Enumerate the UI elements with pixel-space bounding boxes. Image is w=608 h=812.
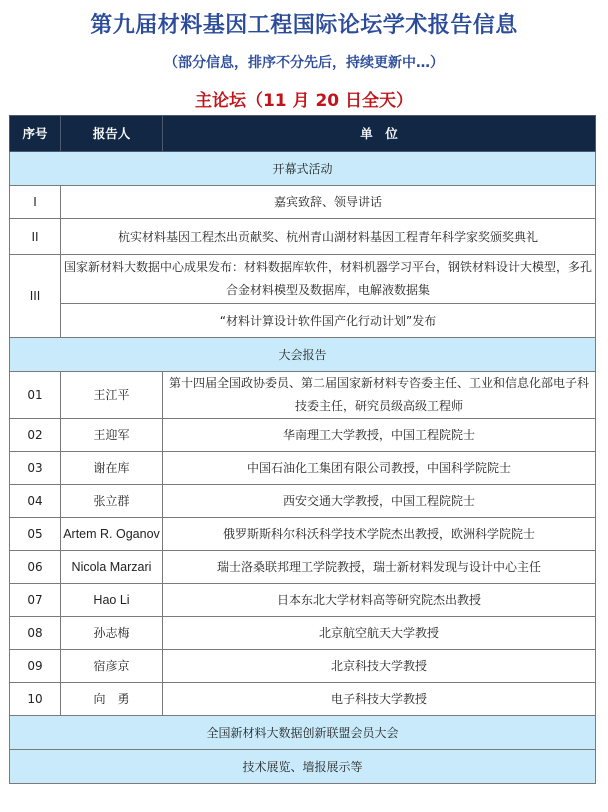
speaker-unit: 电子科技大学教授 [163, 683, 596, 716]
table-row [10, 304, 596, 338]
section-row-alliance [10, 716, 596, 750]
speaker-unit: 第十四届全国政协委员、第二届国家新材料专咨委主任、工业和信息化部电子科技委主任，研究员级高级工程师 [163, 372, 596, 419]
row-number: 10 [10, 683, 61, 716]
speaker-name: Hao Li [61, 584, 163, 617]
row-number: 07 [10, 584, 61, 617]
row-number: III [10, 255, 61, 338]
row-number: 02 [10, 419, 61, 452]
table-row [10, 419, 596, 452]
section-label: 全国新材料大数据创新联盟会员大会 [10, 716, 596, 750]
table-row [10, 518, 596, 551]
row-text: 国家新材料大数据中心成果发布：材料数据库软件，材料机器学习平台，钢铁材料设计大模型，多孔合金材料模型及数据库，电解液数据集 [61, 255, 596, 304]
row-number: 01 [10, 372, 61, 419]
speaker-name: 张立群 [61, 485, 163, 518]
table-row [10, 551, 596, 584]
section-label: 技术展览、墙报展示等 [10, 750, 596, 784]
row-number: II [10, 219, 61, 255]
section-row-opening [10, 152, 596, 186]
section-row-plenary [10, 338, 596, 372]
row-number: 09 [10, 650, 61, 683]
speaker-name: Nicola Marzari [61, 551, 163, 584]
speaker-name: 王迎军 [61, 419, 163, 452]
speaker-name: 宿彦京 [61, 650, 163, 683]
table-row [10, 485, 596, 518]
table-row [10, 219, 596, 255]
speaker-unit: 西安交通大学教授，中国工程院院士 [163, 485, 596, 518]
column-header-no: 序号 [10, 116, 61, 152]
page-subtitle: （部分信息，排序不分先后，持续更新中…） [164, 55, 444, 71]
table-row [10, 683, 596, 716]
table-header-row [10, 116, 596, 152]
table-row [10, 650, 596, 683]
speaker-unit: 俄罗斯斯科尔科沃科学技术学院杰出教授，欧洲科学院院士 [163, 518, 596, 551]
speaker-unit: 北京航空航天大学教授 [163, 617, 596, 650]
row-number: 04 [10, 485, 61, 518]
row-number: 06 [10, 551, 61, 584]
speaker-name: 王江平 [61, 372, 163, 419]
section-row-exhibition [10, 750, 596, 784]
table-row [10, 372, 596, 419]
report-table [9, 115, 596, 784]
speaker-unit: 华南理工大学教授，中国工程院院士 [163, 419, 596, 452]
row-number: I [10, 186, 61, 219]
table-row [10, 584, 596, 617]
section-label: 开幕式活动 [10, 152, 596, 186]
speaker-unit: 北京科技大学教授 [163, 650, 596, 683]
speaker-unit: 瑞士洛桑联邦理工学院教授，瑞士新材料发现与设计中心主任 [163, 551, 596, 584]
row-text: “材料计算设计软件国产化行动计划”发布 [61, 304, 596, 338]
speaker-name: 谢在库 [61, 452, 163, 485]
row-text: 杭实材料基因工程杰出贡献奖、杭州青山湖材料基因工程青年科学家奖颁奖典礼 [61, 219, 596, 255]
table-row [10, 186, 596, 219]
row-text: 嘉宾致辞、领导讲话 [61, 186, 596, 219]
table-row [10, 452, 596, 485]
table-row [10, 617, 596, 650]
row-number: 03 [10, 452, 61, 485]
row-number: 05 [10, 518, 61, 551]
speaker-unit: 日本东北大学材料高等研究院杰出教授 [163, 584, 596, 617]
section-label: 大会报告 [10, 338, 596, 372]
column-header-speaker: 报告人 [61, 116, 163, 152]
speaker-unit: 中国石油化工集团有限公司教授，中国科学院院士 [163, 452, 596, 485]
column-header-unit: 单 位 [163, 116, 596, 152]
speaker-name: Artem R. Oganov [61, 518, 163, 551]
forum-heading: 主论坛（11 月 20 日全天） [194, 91, 414, 111]
table-row [10, 255, 596, 304]
page-title: 第九届材料基因工程国际论坛学术报告信息 [90, 13, 518, 38]
row-number: 08 [10, 617, 61, 650]
speaker-name: 孙志梅 [61, 617, 163, 650]
speaker-name: 向 勇 [61, 683, 163, 716]
